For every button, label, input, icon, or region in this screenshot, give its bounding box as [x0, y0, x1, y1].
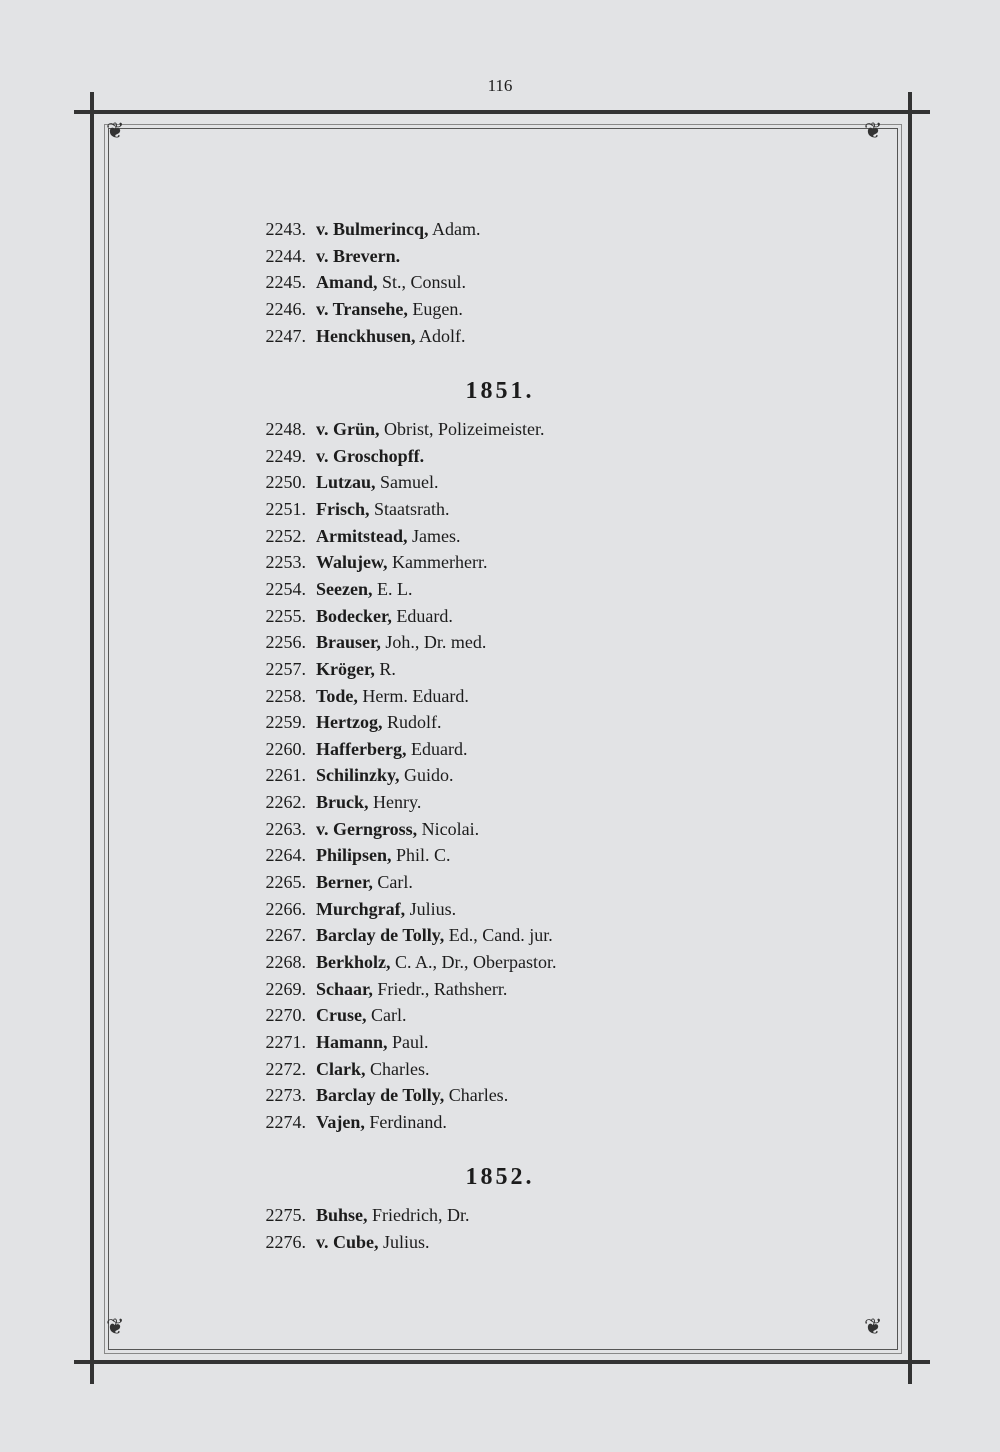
entry-details: Julius.	[378, 1231, 430, 1252]
entry-number: 2273.	[265, 1085, 306, 1106]
list-item	[200, 789, 421, 815]
entry-surname: Schaar,	[316, 978, 373, 999]
entry-number: 2254.	[265, 578, 306, 599]
entry-surname: v. Grün,	[316, 419, 380, 439]
entry-surname: Amand,	[316, 272, 378, 293]
list-item	[200, 762, 454, 788]
entry-number: 2244.	[265, 245, 306, 266]
entry-number: 2264.	[265, 845, 306, 866]
entry-number: 2270.	[265, 1005, 306, 1026]
list-item	[200, 523, 460, 549]
list-item	[200, 976, 507, 1002]
entry-number: 2262.	[265, 792, 306, 813]
entry-surname: Murchgraf,	[316, 898, 406, 919]
entry-surname: v. Brevern.	[316, 245, 401, 266]
entry-number: 2251.	[265, 498, 306, 519]
corner-ornament-icon: ❦	[106, 118, 125, 143]
entry-surname: Vajen,	[316, 1111, 365, 1132]
entry-number: 2259.	[265, 712, 306, 733]
list-item	[200, 296, 463, 322]
list-item	[200, 1056, 429, 1082]
list-item	[200, 576, 412, 602]
list-item	[200, 1202, 470, 1228]
entry-surname: Walujew,	[316, 552, 388, 573]
entry-details: Joh., Dr. med.	[380, 632, 487, 653]
entry-details: Eduard.	[391, 605, 453, 626]
corner-ornament-icon: ❦	[864, 1314, 883, 1339]
entry-details: Julius.	[405, 898, 457, 919]
list-item	[200, 949, 557, 975]
entry-number: 2255.	[265, 605, 306, 626]
entry-surname: Berkholz,	[316, 952, 391, 972]
entry-surname: Barclay de Tolly,	[316, 1085, 445, 1106]
entry-details: Eduard.	[406, 738, 468, 759]
frame-bottom-rule	[74, 1360, 930, 1364]
page-number: 116	[487, 76, 513, 95]
entry-number: 2250.	[265, 472, 306, 493]
entry-number: 2245.	[265, 272, 306, 293]
entry-number: 2267.	[265, 925, 306, 946]
entry-details: Ed., Cand. jur.	[444, 925, 553, 946]
list-item	[200, 1029, 429, 1055]
entry-number: 2252.	[265, 525, 306, 546]
entry-number: 2257.	[265, 658, 306, 679]
entry-details: Charles.	[444, 1085, 509, 1106]
entry-details: Paul.	[387, 1031, 429, 1052]
entry-number: 2274.	[265, 1111, 306, 1132]
entry-details: James.	[407, 525, 461, 546]
list-item	[200, 656, 396, 682]
entry-surname: Hamann,	[316, 1031, 388, 1052]
list-item	[200, 1229, 430, 1255]
entry-number: 2265.	[265, 872, 306, 893]
entry-number: 2253.	[265, 552, 306, 573]
entry-number: 2272.	[265, 1058, 306, 1079]
entry-surname: Barclay de Tolly,	[316, 925, 445, 946]
entry-number: 2249.	[265, 445, 306, 466]
entry-details: Guido.	[399, 765, 454, 786]
entry-number: 2246.	[265, 298, 306, 319]
list-item	[200, 443, 424, 469]
entry-number: 2269.	[265, 978, 306, 999]
entry-details: R.	[374, 658, 396, 679]
entry-details: C. A., Dr., Oberpastor.	[390, 952, 557, 972]
entry-number: 2243.	[265, 219, 306, 239]
entry-number: 2275.	[265, 1205, 306, 1225]
entry-number: 2247.	[265, 325, 306, 346]
entry-surname: Bodecker,	[316, 605, 392, 626]
entry-surname: Hafferberg,	[316, 738, 407, 759]
list-item	[200, 709, 441, 735]
entry-surname: Hertzog,	[316, 712, 383, 733]
entry-surname: Buhse,	[316, 1205, 368, 1225]
entry-details: St., Consul.	[377, 272, 467, 293]
entry-number: 2248.	[265, 419, 306, 439]
list-item	[200, 869, 413, 895]
entry-details: Carl.	[366, 1005, 407, 1026]
entry-surname: Frisch,	[316, 498, 370, 519]
entry-details: Phil. C.	[391, 845, 451, 866]
list-item	[200, 896, 456, 922]
list-item	[200, 549, 487, 575]
list-item	[200, 603, 453, 629]
entry-surname: Berner,	[316, 872, 373, 893]
corner-ornament-icon: ❦	[106, 1314, 125, 1339]
list-item	[200, 469, 439, 495]
list-item	[200, 323, 466, 349]
entry-details: Samuel.	[375, 472, 439, 493]
list-item	[200, 842, 451, 868]
list-item	[200, 1002, 407, 1028]
list-item	[200, 683, 469, 709]
entry-surname: v. Gerngross,	[316, 818, 418, 839]
list-item	[200, 1109, 447, 1135]
entry-number: 2258.	[265, 685, 306, 706]
entry-number: 2256.	[265, 632, 306, 653]
entry-number: 2261.	[265, 765, 306, 786]
entry-details: Staatsrath.	[369, 498, 450, 519]
list-item	[200, 1082, 508, 1108]
entry-surname: Clark,	[316, 1058, 366, 1079]
entry-surname: Brauser,	[316, 632, 381, 653]
list-item	[200, 269, 466, 295]
entry-details: Obrist, Polizeimeister.	[379, 419, 545, 439]
entry-number: 2276.	[265, 1231, 306, 1252]
entry-surname: Henckhusen,	[316, 325, 416, 346]
entry-surname: Philipsen,	[316, 845, 392, 866]
entry-surname: Schilinzky,	[316, 765, 400, 786]
entry-details: Kammerherr.	[387, 552, 488, 573]
entry-surname: v. Bulmerincq,	[316, 219, 429, 239]
entry-details: Nicolai.	[417, 818, 480, 839]
list-item	[200, 243, 400, 269]
entry-number: 2260.	[265, 738, 306, 759]
entry-surname: Armitstead,	[316, 525, 408, 546]
frame-top-rule	[74, 110, 930, 114]
entry-details: Henry.	[368, 792, 422, 813]
entry-surname: Seezen,	[316, 578, 373, 599]
year-heading: 1851.	[465, 378, 535, 404]
entry-surname: Cruse,	[316, 1005, 367, 1026]
entry-number: 2263.	[265, 818, 306, 839]
entry-surname: v. Transehe,	[316, 298, 408, 319]
entry-number: 2266.	[265, 898, 306, 919]
list-item	[200, 629, 486, 655]
entry-surname: v. Groschopff.	[316, 445, 425, 466]
entry-surname: Bruck,	[316, 792, 369, 813]
entry-details: E. L.	[372, 578, 413, 599]
list-item	[200, 216, 481, 242]
list-item	[200, 416, 545, 442]
entry-details: Carl.	[372, 872, 413, 893]
entry-details: Eugen.	[407, 298, 463, 319]
entry-surname: v. Cube,	[316, 1231, 379, 1252]
entry-number: 2271.	[265, 1031, 306, 1052]
entry-details: Ferdinand.	[364, 1111, 447, 1132]
entry-details: Rudolf.	[382, 712, 442, 733]
entry-surname: Tode,	[316, 685, 358, 706]
entry-details: Friedr., Rathsherr.	[372, 978, 508, 999]
list-item	[200, 496, 449, 522]
list-item	[200, 816, 479, 842]
corner-ornament-icon: ❦	[864, 118, 883, 143]
entry-details: Adam.	[428, 219, 481, 239]
list-item	[200, 922, 553, 948]
list-item	[200, 736, 467, 762]
entry-details: Adolf.	[415, 325, 466, 346]
entry-surname: Kröger,	[316, 658, 375, 679]
entry-details: Friedrich, Dr.	[367, 1205, 470, 1225]
entry-details: Charles.	[365, 1058, 430, 1079]
entry-number: 2268.	[265, 952, 306, 972]
entry-surname: Lutzau,	[316, 472, 376, 493]
year-heading: 1852.	[465, 1164, 535, 1190]
entry-details: Herm. Eduard.	[357, 685, 469, 706]
